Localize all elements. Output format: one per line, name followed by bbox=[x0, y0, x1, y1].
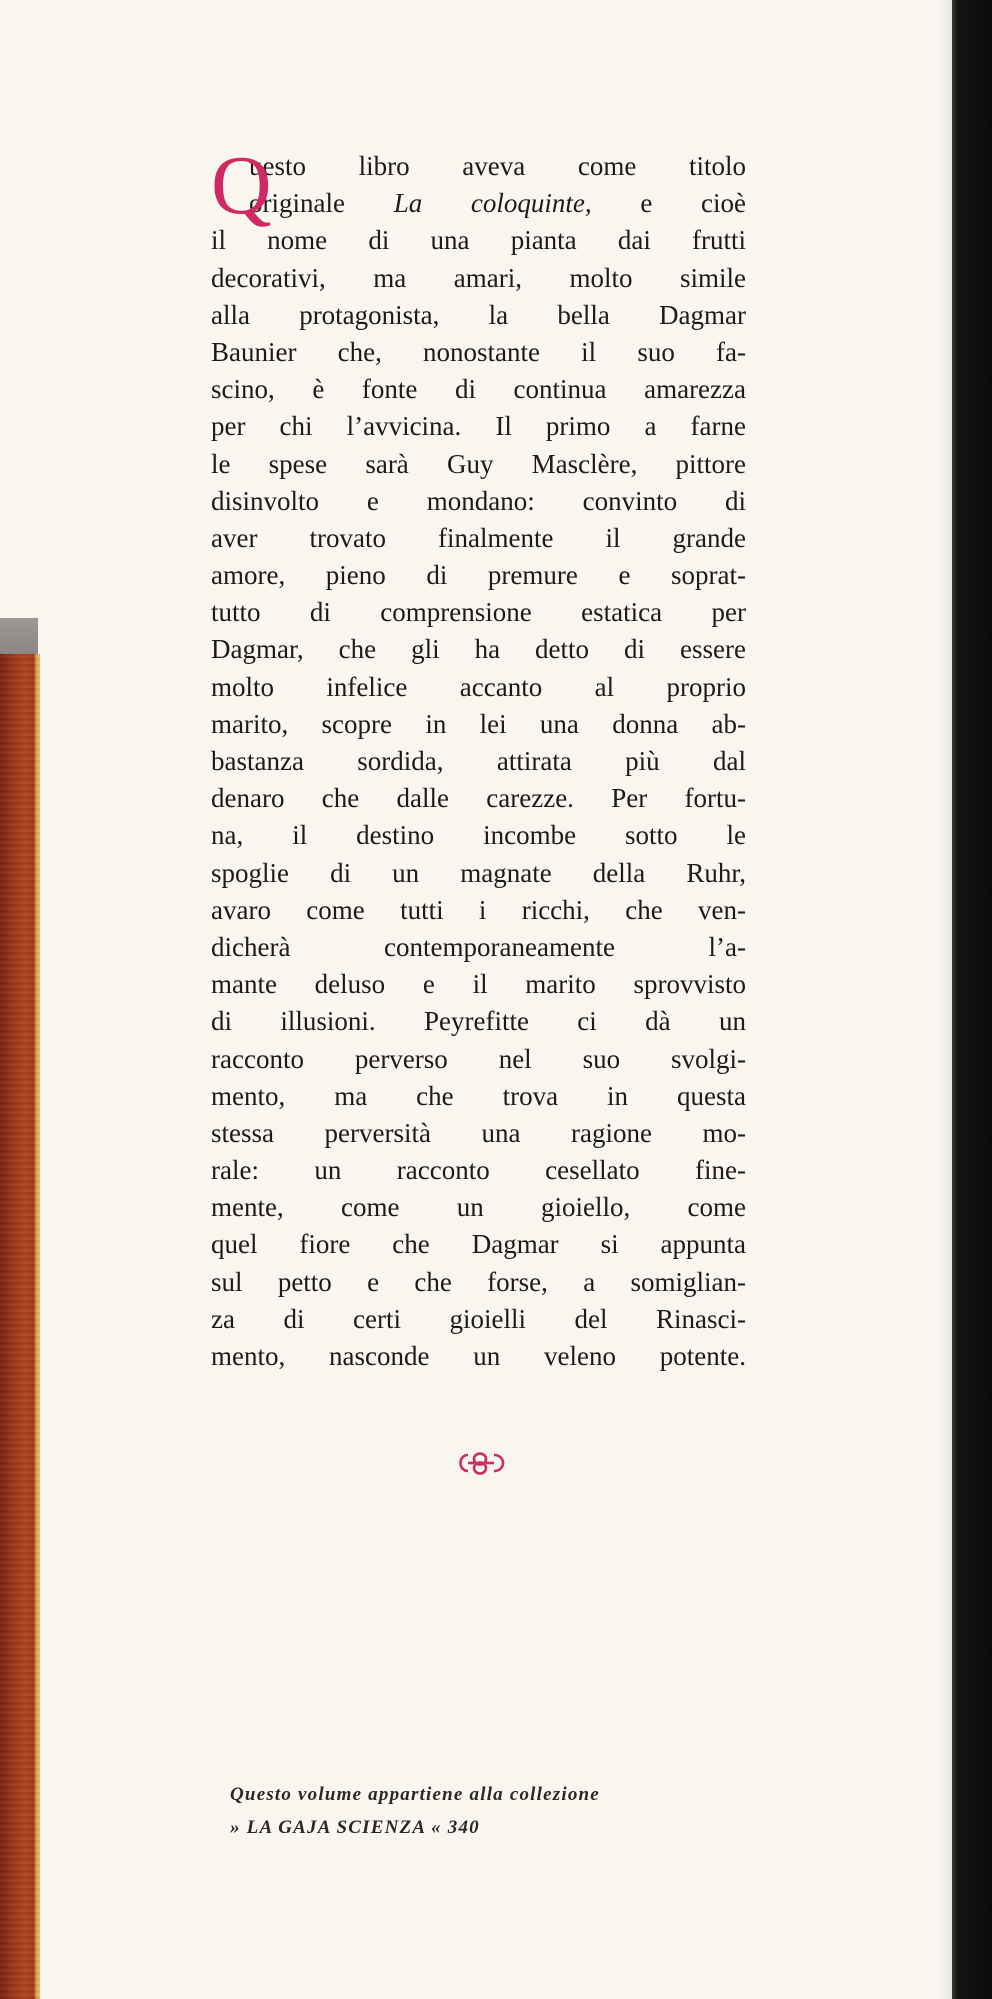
blurb-line: denaro che dalle carezze. Per fortu- bbox=[211, 783, 746, 814]
blurb-text bbox=[211, 139, 747, 1375]
blurb-line: aver trovato finalmente il grande bbox=[211, 522, 746, 553]
blurb-line: avaro come tutti i ricchi, che ven- bbox=[211, 894, 746, 925]
blurb-line: il nome di una pianta dai frutti bbox=[211, 225, 746, 256]
blurb-line: disinvolto e mondano: convinto di bbox=[211, 485, 746, 516]
blurb-line: dicherà contemporaneamente l’a- bbox=[211, 931, 746, 962]
blurb-line-end: e cioè bbox=[640, 188, 747, 219]
red-cover-strip bbox=[0, 654, 40, 1999]
blurb-line: na, il destino incombe sotto le bbox=[211, 820, 746, 851]
blurb-line: quel fiore che Dagmar si appunta bbox=[211, 1229, 746, 1260]
blurb-line: uesto libro aveva come titolo bbox=[249, 151, 746, 181]
blurb-line: di illusioni. Peyrefitte ci dà un bbox=[211, 1006, 746, 1037]
blurb-line: tutto di comprensione estatica per bbox=[211, 597, 746, 628]
blurb-line: bastanza sordida, attirata più dal bbox=[211, 746, 746, 776]
blurb-line: decorativi, ma amari, molto simile bbox=[211, 262, 746, 293]
colophon-series: » LA GAJA SCIENZA « 340 bbox=[230, 1817, 480, 1838]
blurb-line: molto infelice accanto al proprio bbox=[211, 671, 746, 702]
dark-right-edge bbox=[952, 0, 992, 1999]
blurb-line: scino, è fonte di continua amarezza bbox=[211, 374, 746, 405]
blurb-line: spoglie di un magnate della Ruhr, bbox=[211, 857, 746, 888]
blurb-line: le spese sarà Guy Masclère, pittore bbox=[211, 448, 746, 479]
blurb-line-start: originale bbox=[249, 188, 345, 219]
colophon bbox=[230, 1778, 710, 1844]
blurb-line: per chi l’avvicina. Il primo a farne bbox=[211, 411, 746, 442]
blurb-line: mante deluso e il marito sprovvisto bbox=[211, 969, 746, 1000]
blurb-line: alla protagonista, la bella Dagmar bbox=[211, 299, 746, 330]
blurb-line: marito, scopre in lei una donna ab- bbox=[211, 708, 746, 739]
blurb-line: rale: un racconto cesellato fine- bbox=[211, 1155, 746, 1186]
blurb-line: racconto perverso nel suo svolgi- bbox=[211, 1043, 746, 1074]
blurb-line: amore, pieno di premure e soprat- bbox=[211, 560, 746, 591]
blurb-line: sul petto e che forse, a somiglian- bbox=[211, 1266, 746, 1297]
blurb-line: mento, ma che trova in questa bbox=[211, 1080, 746, 1111]
blurb-line: stessa perversità una ragione mo- bbox=[211, 1117, 746, 1148]
blurb-line: Dagmar, che gli ha detto di essere bbox=[211, 634, 746, 665]
cover-edge-grey bbox=[0, 618, 38, 654]
original-title: La coloquinte, bbox=[393, 188, 592, 219]
colophon-line-1: Questo volume appartiene alla collezione bbox=[230, 1784, 600, 1805]
drop-cap: Q bbox=[211, 139, 272, 232]
blurb-line: mente, come un gioiello, come bbox=[211, 1192, 746, 1223]
blurb-line: Baunier che, nonostante il suo fa- bbox=[211, 336, 746, 367]
blurb-line: za di certi gioielli del Rinasci- bbox=[211, 1303, 746, 1334]
blurb-line: mento, nasconde un veleno potente. bbox=[211, 1341, 746, 1371]
page-shadow bbox=[938, 0, 952, 1999]
publisher-mark-icon bbox=[454, 1447, 514, 1477]
blurb-line-title bbox=[211, 185, 746, 222]
